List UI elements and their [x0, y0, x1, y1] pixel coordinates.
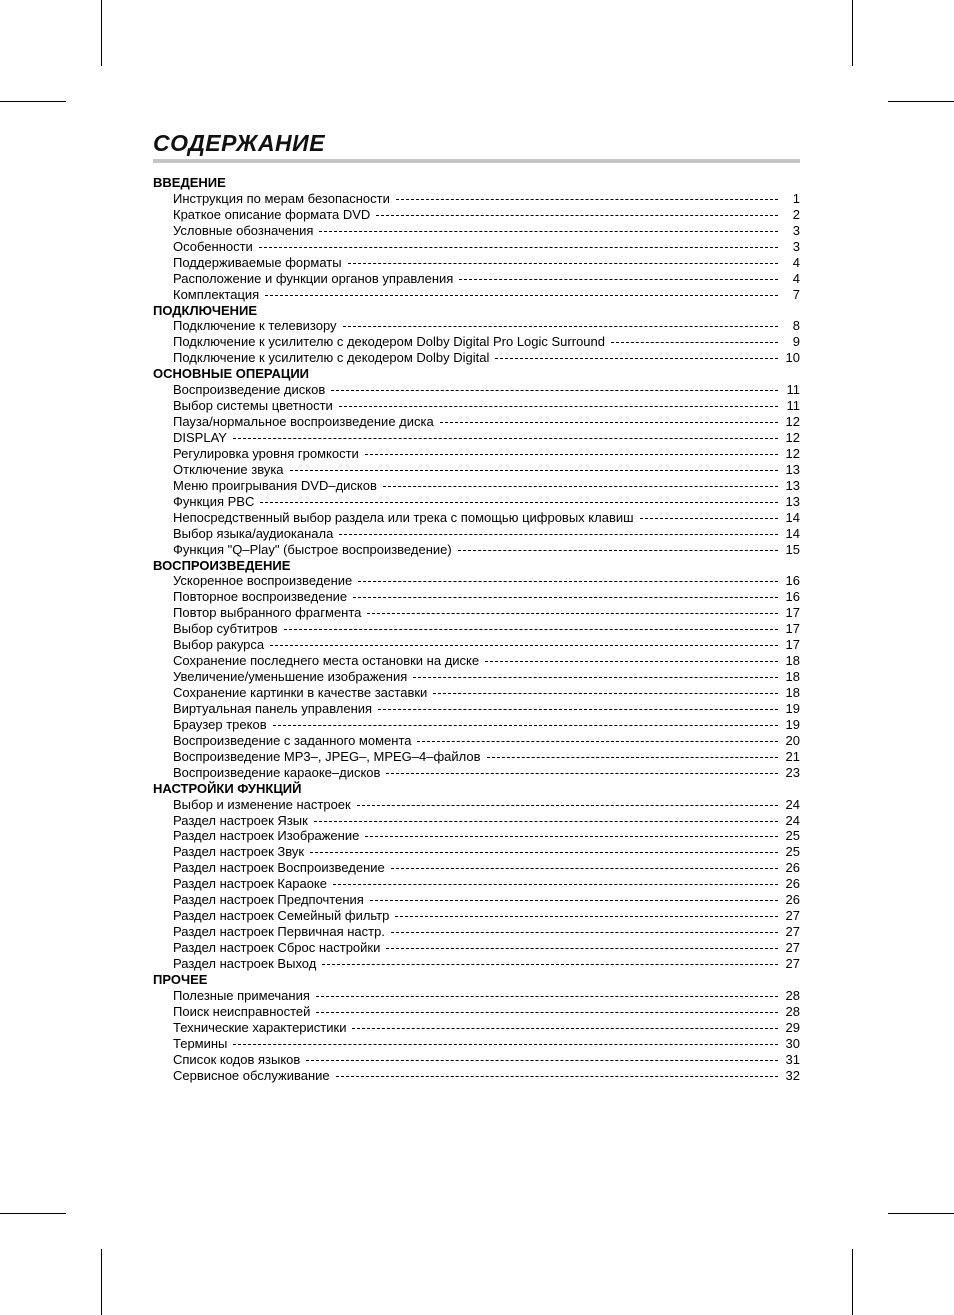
section-heading: ПРОЧЕЕ — [153, 971, 208, 987]
toc-entry[interactable] — [153, 765, 800, 781]
crop-mark-bottom-right-horizontal — [888, 1213, 954, 1214]
crop-mark-bottom-left-horizontal — [0, 1213, 66, 1214]
dot-leader — [459, 279, 778, 280]
toc-entry-page-number: 12 — [785, 430, 800, 445]
dot-leader — [391, 868, 778, 869]
toc-entry-label: Раздел настроек Семейный фильтр — [173, 908, 390, 924]
toc-entry-label: Краткое описание формата DVD — [173, 206, 371, 222]
toc-entry-page-number: 14 — [785, 525, 800, 541]
dot-leader — [259, 247, 778, 248]
toc-entry[interactable] — [153, 430, 800, 446]
dot-leader — [358, 581, 778, 582]
toc-entry[interactable] — [153, 956, 800, 972]
toc-entry-label: Пауза/нормальное воспроизведение диска — [173, 414, 434, 430]
dot-leader — [270, 645, 778, 646]
toc-entry-page-number: 24 — [785, 812, 800, 828]
toc-entry[interactable] — [153, 191, 800, 207]
toc-entry[interactable] — [153, 653, 800, 669]
dot-leader — [640, 518, 778, 519]
dot-leader — [391, 932, 778, 933]
toc-entry-page-number: 19 — [785, 700, 800, 716]
toc-entry-label: Особенности — [173, 238, 253, 254]
toc-entry-label: Воспроизведение дисков — [173, 382, 326, 398]
dot-leader — [365, 454, 778, 455]
toc-entry-page-number: 11 — [786, 382, 800, 398]
toc-entry-label: Сохранение последнего места остановки на диске — [173, 653, 480, 669]
toc-entry-page-number: 26 — [785, 860, 800, 876]
toc-entry[interactable] — [153, 478, 800, 494]
toc-entry-page-number: 23 — [785, 764, 800, 780]
toc-entry-label: Инструкция по мерам безопасности — [173, 190, 390, 206]
toc-entry[interactable] — [153, 334, 800, 350]
toc-entry-label: Функция PBC — [173, 493, 255, 509]
toc-entry-label: Функция "Q–Play" (быстрое воспроизведение) — [173, 541, 452, 557]
toc-entry-page-number: 21 — [785, 748, 800, 764]
toc-entry-page-number: 18 — [785, 653, 800, 669]
section-heading: ОСНОВНЫЕ ОПЕРАЦИИ — [153, 366, 310, 382]
toc-entry[interactable] — [153, 542, 800, 558]
toc-entry-label: Раздел настроек Предпочтения — [173, 892, 364, 908]
toc-entry-label: Раздел настроек Сброс настройки — [173, 940, 381, 955]
toc-entry-page-number: 8 — [792, 318, 800, 334]
toc-entry-page-number: 12 — [785, 414, 800, 430]
dot-leader — [495, 358, 778, 359]
dot-leader — [487, 757, 778, 758]
dot-leader — [353, 597, 778, 598]
toc-entry-page-number: 27 — [785, 955, 800, 971]
toc-entry-page-number: 12 — [785, 445, 800, 461]
toc-entry-page-number: 15 — [785, 541, 800, 557]
crop-mark-top-right-vertical — [852, 0, 853, 66]
toc-entry[interactable] — [153, 526, 800, 542]
toc-entry-label: Подключение к усилителю с декодером Dolby Digital Pro Logic Surround — [173, 334, 605, 350]
crop-mark-bottom-left-vertical — [101, 1249, 102, 1315]
toc-entry-label: Раздел настроек Изображение — [173, 828, 360, 844]
toc-entry-page-number: 30 — [785, 1035, 800, 1051]
toc-entry-page-number: 18 — [785, 669, 800, 685]
toc-entry[interactable] — [153, 1052, 800, 1068]
toc-entry-page-number: 28 — [785, 1003, 800, 1019]
toc-entry[interactable] — [153, 637, 800, 653]
section-heading: НАСТРОЙКИ ФУНКЦИЙ — [153, 780, 302, 796]
toc-entry-label: Увеличение/уменьшение изображения — [173, 669, 408, 685]
toc-entry-label: Выбор и изменение настроек — [173, 796, 351, 812]
toc-entry[interactable] — [153, 844, 800, 860]
dot-leader — [233, 438, 778, 439]
table-of-contents — [153, 175, 800, 1083]
toc-entry-page-number: 14 — [785, 509, 800, 525]
toc-entry-label: Список кодов языков — [173, 1051, 301, 1067]
crop-mark-top-left-vertical — [101, 0, 102, 66]
toc-entry-page-number: 4 — [792, 270, 800, 286]
toc-entry-page-number: 27 — [785, 940, 800, 955]
dot-leader — [260, 502, 778, 503]
toc-entry-page-number: 29 — [785, 1019, 800, 1035]
toc-entry-page-number: 7 — [792, 286, 800, 302]
toc-entry[interactable] — [153, 860, 800, 876]
toc-entry-label: Поиск неисправностей — [173, 1003, 311, 1019]
toc-entry[interactable] — [153, 446, 800, 462]
toc-entry-page-number: 17 — [785, 621, 800, 637]
toc-entry-page-number: 13 — [785, 477, 800, 493]
toc-entry[interactable] — [153, 924, 800, 940]
toc-entry[interactable] — [153, 1068, 800, 1084]
toc-entry-page-number: 19 — [785, 716, 800, 732]
toc-entry[interactable] — [153, 382, 800, 398]
toc-entry[interactable] — [153, 398, 800, 414]
toc-entry[interactable] — [153, 621, 800, 637]
dot-leader — [395, 916, 778, 917]
dot-leader — [316, 1012, 778, 1013]
toc-entry-page-number: 32 — [785, 1067, 800, 1083]
toc-entry-page-number: 25 — [785, 828, 800, 844]
dot-leader — [319, 231, 778, 232]
toc-entry[interactable] — [153, 510, 800, 526]
toc-entry-page-number: 20 — [785, 732, 800, 748]
toc-entry[interactable] — [153, 573, 800, 589]
dot-leader — [352, 1028, 778, 1029]
toc-entry[interactable] — [153, 287, 800, 303]
toc-entry[interactable] — [153, 271, 800, 287]
toc-entry-page-number: 2 — [792, 206, 800, 222]
toc-entry-page-number: 9 — [792, 334, 800, 350]
toc-entry-page-number: 24 — [785, 796, 800, 812]
toc-entry-page-number: 25 — [785, 844, 800, 860]
toc-entry-label: Воспроизведение MP3–, JPEG–, MPEG–4–файлов — [173, 748, 481, 764]
dot-leader — [376, 215, 778, 216]
dot-leader — [284, 629, 778, 630]
crop-mark-top-right-horizontal — [888, 101, 954, 102]
toc-entry[interactable] — [153, 908, 800, 924]
dot-leader — [339, 406, 778, 407]
toc-entry-label: Виртуальная панель управления — [173, 700, 373, 716]
toc-entry[interactable] — [153, 239, 800, 255]
toc-entry-label: Подключение к телевизору — [173, 318, 337, 334]
toc-entry-label: Сохранение картинки в качестве заставки — [173, 685, 428, 700]
toc-entry[interactable] — [153, 462, 800, 478]
toc-entry-label: Повтор выбранного фрагмента — [173, 605, 362, 621]
toc-entry-label: Раздел настроек Выход — [173, 955, 317, 971]
toc-entry-page-number: 17 — [785, 605, 800, 621]
toc-entry-label: Условные обозначения — [173, 222, 314, 238]
dot-leader — [314, 821, 778, 822]
toc-entry-label: Непосредственный выбор раздела или трека с помощью цифровых клавиш — [173, 509, 634, 525]
dot-leader — [310, 852, 778, 853]
toc-entry-label: Раздел настроек Воспроизведение — [173, 860, 385, 876]
dot-leader — [370, 900, 778, 901]
toc-entry[interactable] — [153, 685, 800, 701]
dot-leader — [458, 550, 778, 551]
toc-entry-label: Раздел настроек Караоке — [173, 876, 327, 892]
toc-entry-page-number: 27 — [785, 908, 800, 924]
toc-entry-label: Подключение к усилителю с декодером Dolby Digital — [173, 350, 490, 366]
toc-entry[interactable] — [153, 717, 800, 733]
toc-entry-label: DISPLAY — [173, 430, 227, 445]
toc-entry-page-number: 27 — [785, 924, 800, 940]
toc-entry-label: Термины — [173, 1035, 228, 1051]
toc-entry-page-number: 4 — [792, 254, 800, 270]
dot-leader — [433, 693, 778, 694]
toc-entry-page-number: 26 — [785, 876, 800, 892]
dot-leader — [273, 725, 778, 726]
dot-leader — [386, 773, 778, 774]
toc-entry[interactable] — [153, 988, 800, 1004]
toc-entry[interactable] — [153, 828, 800, 844]
toc-entry-page-number: 10 — [785, 350, 800, 366]
dot-leader — [440, 422, 778, 423]
toc-entry-page-number: 11 — [786, 398, 800, 414]
toc-entry-page-number: 3 — [792, 222, 800, 238]
toc-entry-label: Раздел настроек Первичная настр. — [173, 924, 385, 940]
toc-entry-label: Воспроизведение с заданного момента — [173, 732, 412, 748]
toc-entry-label: Браузер треков — [173, 716, 267, 732]
dot-leader — [339, 534, 778, 535]
dot-leader — [265, 295, 778, 296]
toc-entry[interactable] — [153, 940, 800, 956]
dot-leader — [386, 948, 778, 949]
toc-entry[interactable] — [153, 876, 800, 892]
toc-entry-label: Ускоренное воспроизведение — [173, 573, 353, 589]
toc-entry-page-number: 13 — [785, 461, 800, 477]
toc-entry-label: Меню проигрывания DVD–дисков — [173, 477, 377, 493]
toc-entry-page-number: 1 — [792, 190, 800, 206]
toc-entry[interactable] — [153, 223, 800, 239]
toc-entry-label: Отключение звука — [173, 461, 284, 477]
dot-leader — [485, 661, 778, 662]
dot-leader — [306, 1060, 778, 1061]
crop-mark-top-left-horizontal — [0, 101, 66, 102]
toc-entry-label: Комплектация — [173, 286, 260, 302]
section-heading: ВОСПРОИЗВЕДЕНИЕ — [153, 557, 291, 573]
toc-entry-page-number: 13 — [785, 493, 800, 509]
toc-entry[interactable] — [153, 255, 800, 271]
toc-entry[interactable] — [153, 701, 800, 717]
toc-entry-page-number: 26 — [785, 892, 800, 908]
toc-entry[interactable] — [153, 1020, 800, 1036]
toc-entry-label: Расположение и функции органов управления — [173, 270, 454, 286]
toc-entry[interactable] — [153, 733, 800, 749]
dot-leader — [343, 326, 778, 327]
toc-entry-label: Воспроизведение караоке–дисков — [173, 764, 381, 780]
dot-leader — [378, 709, 778, 710]
dot-leader — [367, 613, 778, 614]
toc-entry-label: Выбор субтитров — [173, 621, 278, 637]
dot-leader — [611, 342, 778, 343]
toc-entry-label: Выбор системы цветности — [173, 398, 333, 414]
dot-leader — [316, 996, 778, 997]
toc-entry-page-number: 28 — [785, 987, 800, 1003]
toc-entry-page-number: 3 — [792, 238, 800, 254]
dot-leader — [357, 805, 778, 806]
crop-mark-bottom-right-vertical — [852, 1249, 853, 1315]
dot-leader — [417, 741, 778, 742]
toc-entry[interactable] — [153, 350, 800, 366]
toc-entry[interactable] — [153, 318, 800, 334]
toc-entry-page-number: 16 — [785, 589, 800, 605]
toc-entry-label: Выбор языка/аудиоканала — [173, 525, 334, 541]
dot-leader — [336, 1076, 778, 1077]
toc-entry-label: Полезные примечания — [173, 987, 310, 1003]
dot-leader — [333, 884, 778, 885]
toc-entry-label: Выбор ракурса — [173, 637, 265, 653]
toc-entry-label: Раздел настроек Язык — [173, 812, 308, 828]
dot-leader — [331, 390, 778, 391]
toc-entry[interactable] — [153, 1004, 800, 1020]
toc-entry-label: Сервисное обслуживание — [173, 1067, 330, 1083]
section-heading: ВВЕДЕНИЕ — [153, 175, 226, 190]
toc-entry[interactable] — [153, 589, 800, 605]
toc-entry-label: Поддерживаемые форматы — [173, 254, 342, 270]
toc-entry-label: Раздел настроек Звук — [173, 844, 305, 860]
dot-leader — [290, 470, 778, 471]
toc-entry-page-number: 16 — [785, 573, 800, 589]
toc-entry[interactable] — [153, 797, 800, 813]
dot-leader — [365, 836, 778, 837]
toc-entry[interactable] — [153, 669, 800, 685]
toc-entry-page-number: 18 — [785, 685, 800, 700]
dot-leader — [233, 1044, 778, 1045]
toc-entry[interactable] — [153, 207, 800, 223]
toc-entry-page-number: 31 — [785, 1051, 800, 1067]
toc-entry[interactable] — [153, 813, 800, 829]
toc-entry[interactable] — [153, 892, 800, 908]
toc-entry-page-number: 17 — [785, 637, 800, 653]
toc-entry[interactable] — [153, 414, 800, 430]
toc-entry-label: Регулировка уровня громкости — [173, 445, 359, 461]
page-title: СОДЕРЖАНИЕ — [153, 130, 326, 156]
toc-entry-label: Повторное воспроизведение — [173, 589, 348, 605]
toc-entry-label: Технические характеристики — [173, 1019, 347, 1035]
section-heading: ПОДКЛЮЧЕНИЕ — [153, 302, 258, 318]
toc-entry[interactable] — [153, 1036, 800, 1052]
toc-entry[interactable] — [153, 605, 800, 621]
toc-entry[interactable] — [153, 749, 800, 765]
dot-leader — [396, 199, 778, 200]
dot-leader — [348, 263, 778, 264]
toc-entry[interactable] — [153, 494, 800, 510]
dot-leader — [383, 486, 778, 487]
title-underline — [153, 159, 800, 163]
dot-leader — [413, 677, 778, 678]
dot-leader — [322, 964, 778, 965]
